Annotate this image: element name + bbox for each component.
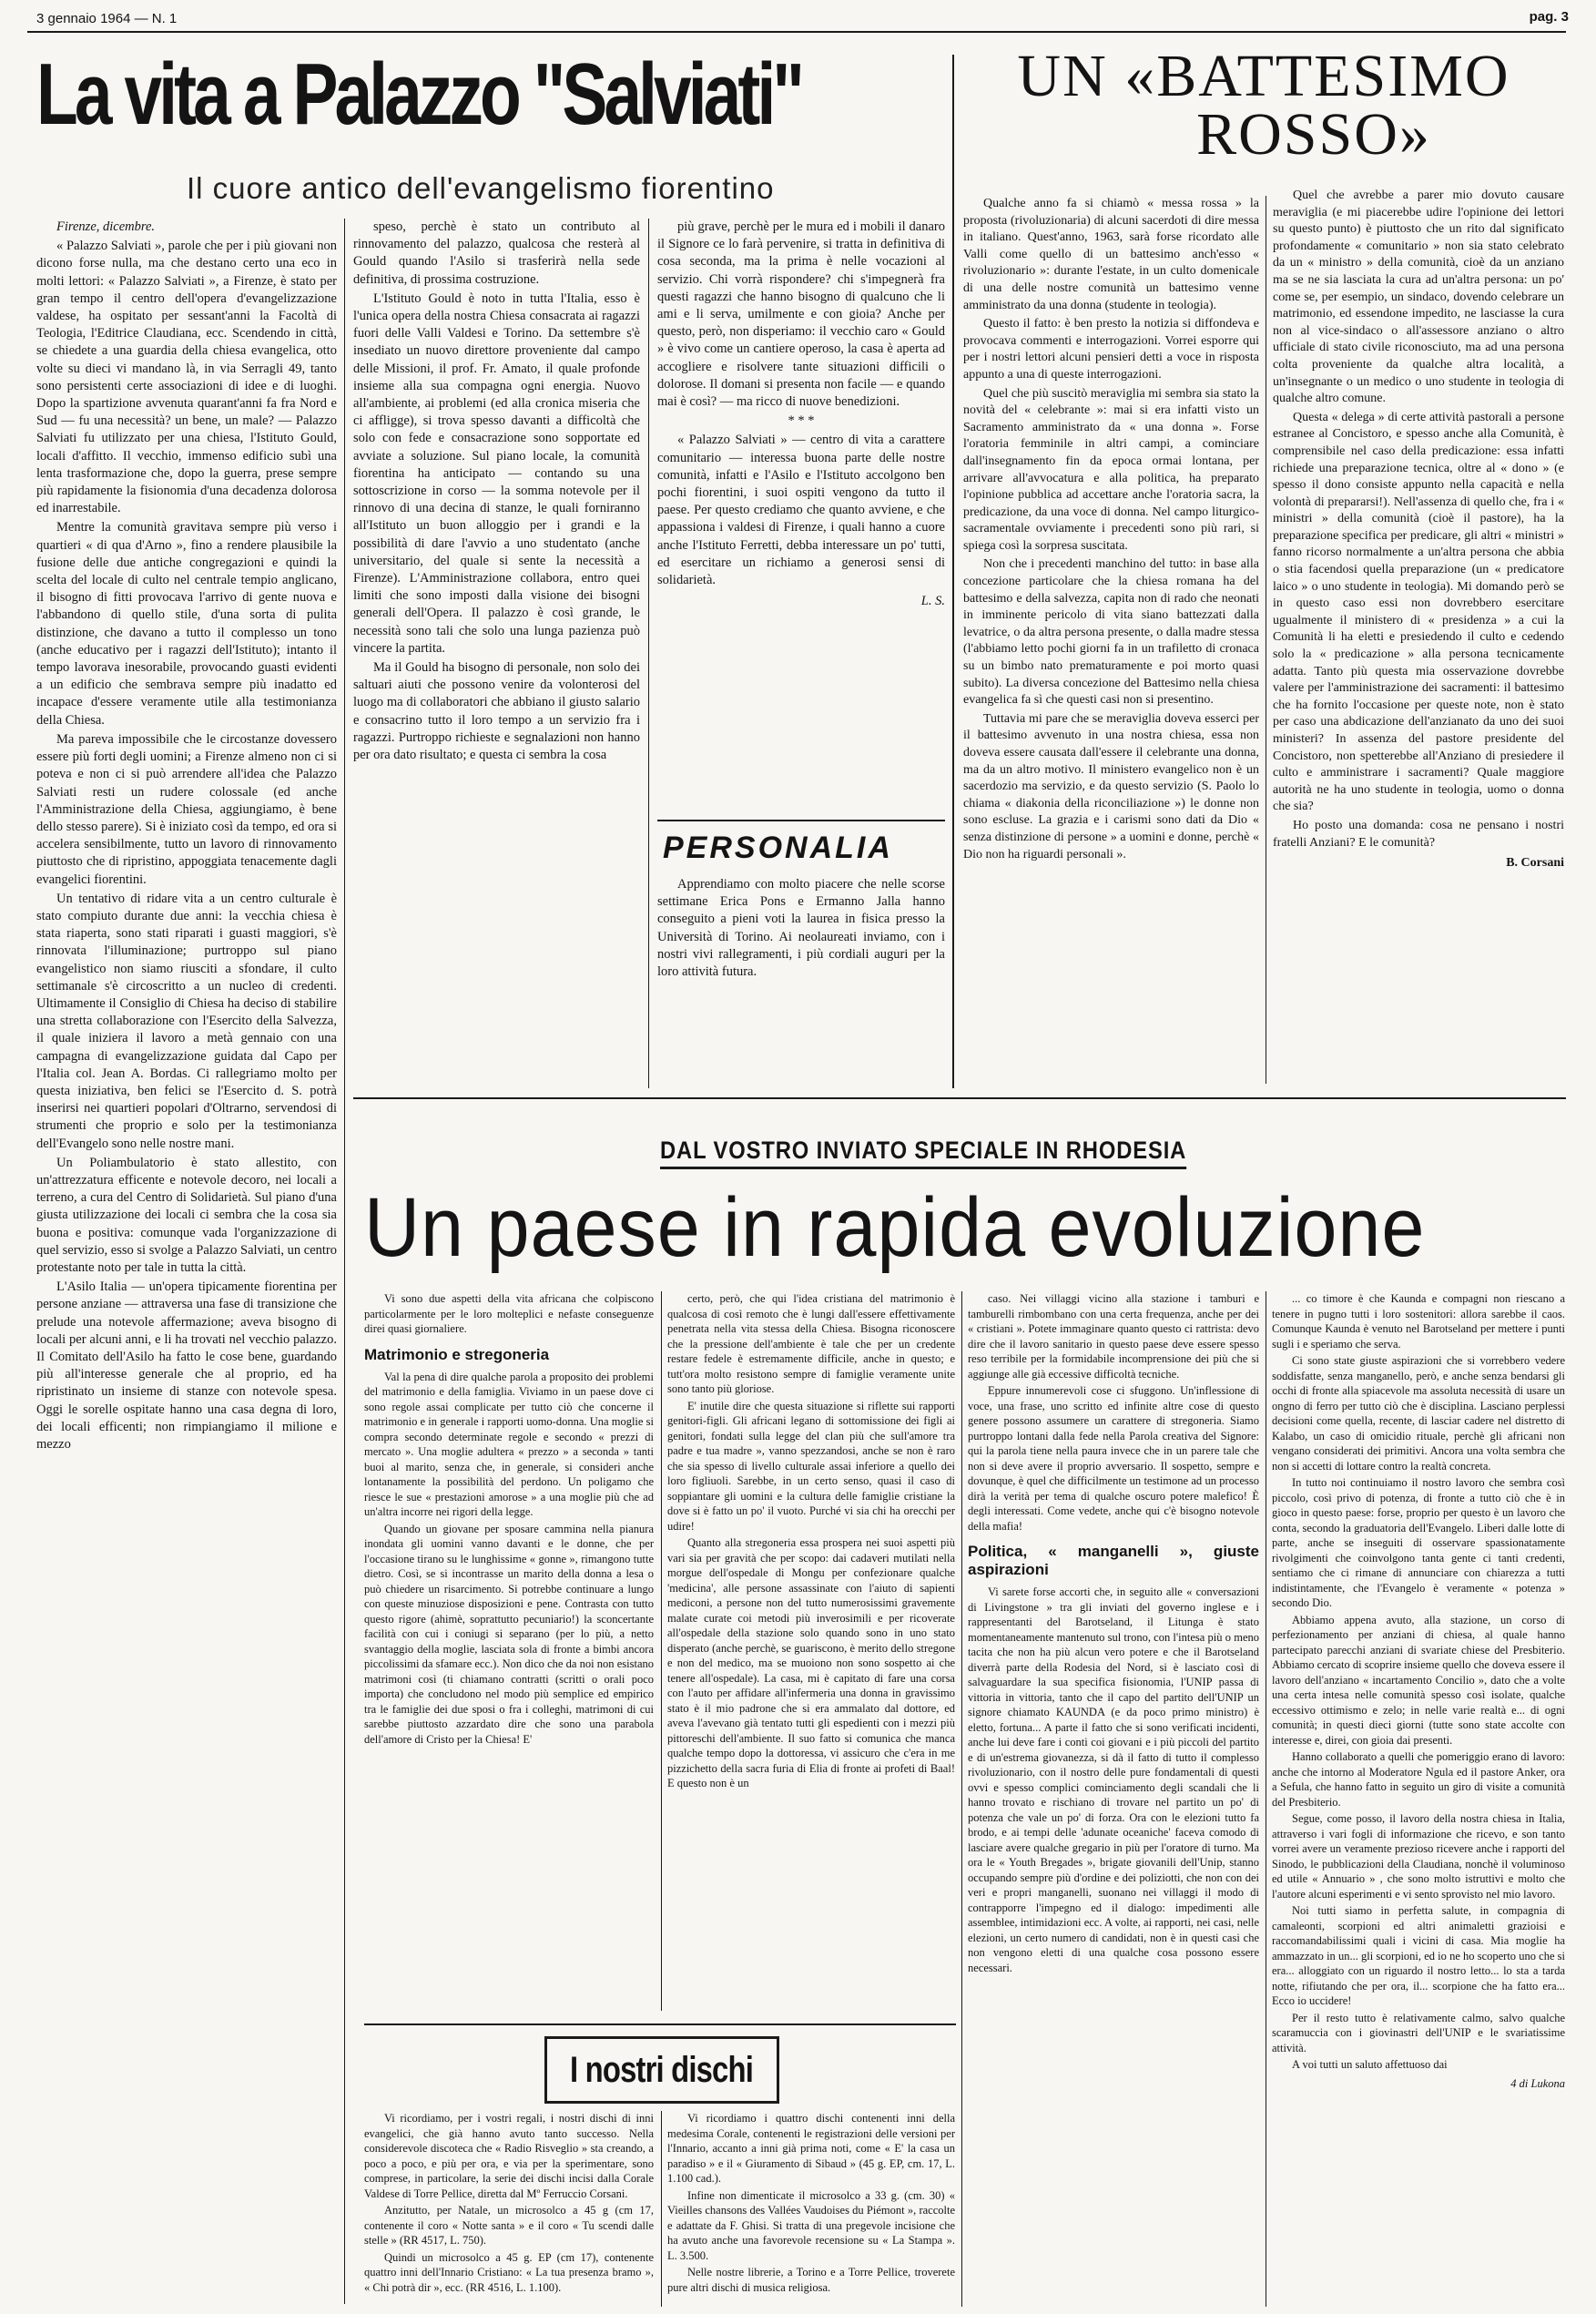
salviati-column-1	[36, 219, 337, 2309]
subheading-matrimonio: Matrimonio e stregoneria	[364, 1345, 550, 1363]
battesimo-title-line2: ROSSO»	[1196, 101, 1431, 168]
issue-date: 3 gennaio 1964 — N. 1	[36, 11, 178, 26]
paragraph: L'Asilo Italia — un'opera tipicamente fiorentina per persone anziane — attraversa una fase di transizione che prelude una notevole affermazione; aveva bisogno di locali per alcuni anni, e li ha trovati nel vecchio palazzo. Il Comitato dell'Asilo ha fatto le cose bene, guardando più all'interesse generale che al proprio, ed ha ripristinato un insieme di stanze con notevole spesa. Oggi le sorelle ospitate hanno una casa degna di loro, dei locali efficenti; non rimpiangiamo il milione e mezzo	[36, 1279, 337, 1453]
paragraph: « Palazzo Salviati », parole che per i più giovani non dicono forse nulla, ma che destano certo una eco in molti lettori: « Palazzo Salviati », a Firenze, è stato per gran tempo il centro dell'opera d'evangelizzazione valdese, ha ospitato per sessant'anni la Facoltà di Teologia, l'Editrice Claudiana, ecc. Scendendo in città, se chiedete a una guardia della chiesa evangelica, otto volte su dieci vi mandano là, in via Serragli 49, tanto sono persistenti certe associazioni di idee e di luoghi. Dopo la spartizione avvenuta quarant'anni fa fra Nord e Sud — fu una necessità? un bene, un male? — Palazzo Salviati fu utilizzato per una chiesa, l'Istituto Gould, locali d'affitto. Il vecchio, immenso edificio subì una lenta trasformazione che, dopo la guerra, prese sempre più rapidamente la fisionomia d'una decadenza dolorosa ed inarrestabile.	[36, 239, 337, 516]
paragraph: più grave, perchè per le mura ed i mobili il danaro il Signore ce lo farà pervenire, si tratta in definitiva di cosa seconda, ma la prima è nelle vocazioni al servizio. Chi vorrà rispondere? chi s'impegnerà fra questi ragazzi che hanno bisogno di qualcuno che li ami e li serva, umilmente e con gioia? Anche per questo, però, non disperiamo: il vecchio caro « Gould » è vivo come un cantiere operoso, la casa è aperta ad accogliere e risolvere tante situazioni difficili o dolorose. Il domani si presenta non facile — e quando mai è così? — ma ricco di nuove benedizioni.	[657, 219, 945, 410]
battesimo-column-2	[1273, 188, 1564, 1089]
paragraph: Quanto alla stregoneria essa prospera nei suoi aspetti più vari sia per gravità che per scopo: dai cadaveri mutilati nella morgue dell'ospedale di Mongu per confezionare qualche 'medicina', alle persone assassinate con l'aiuto di sapienti mediconi, a persone non del tutto numerosissimi gravemente malate curate coi metodi più inverosimili e per ricoverate all'ospedale della stazione solo quando sono in uno stato disperato (anche perchè, se guariscono, è merito dello stregone e non del medico, ma se muoiono non sono sospetto ai che tenere all'ospedale). La casa, mi è capitato di fare una corsa con l'auto per affidare all'infermeria una donna in gravissimo stato è il mio padrone che si era ammalato dal dottore, ed aveva l'avevano già tentato tutti gli espedienti con i mezzi più pittoreschi dell'ambiente. Il suo fatto si comunica che manca qualche tempo dopo la dottoressa, vi assicuro che c'era in me pizzichetto della sacra furia di Elia di fronte ai profeti di Baal! E questo non è un	[667, 1536, 955, 1789]
column-rule	[961, 1291, 962, 2307]
rhodesia-column-2	[667, 1291, 955, 2020]
paragraph: Tuttavia mi pare che se meraviglia doveva esserci per il battesimo avvenuto in una nostra chiesa, essa non doveva essere causata dall'essere il celebrante una donna, ma da un altro motivo. Il ministero evangelico non è un sacerdozio ma servizio, e da questo servizio (S. Paolo lo chiama « diakonia della riconciliazione ») le donne non sono escluse. La grazia e i carismi sono dati da Dio « senza distinzione di persone » a uomini e donne, perchè « Dio non ha riguardi personali ».	[963, 711, 1259, 861]
section-rule	[353, 1097, 1566, 1099]
salviati-subtitle: Il cuore antico dell'evangelismo fiorentino	[187, 171, 775, 205]
paragraph: Quindi un microsolco a 45 g. EP (cm 17), contenente quattro inni dell'Innario Cristiano: « La tua presenza bramo », « Chi potrà dir », ecc. (RR 4516, L. 1.100).	[364, 2250, 654, 2294]
battesimo-column-1	[963, 196, 1259, 1088]
paragraph: Val la pena di dire qualche parola a proposito dei problemi del matrimonio e della famiglia. Viviamo in un paese dove ci sono regole assai complicate per tutto ciò che concerne il matrimonio e in generale i rapporti uomo-donna. Una moglie si compra secondo determinate regole e secondo « prezzi di mercato ». Una moglie adultera « prezzo » a seconda » tanti buoi al marito, senza che, in generale, si consideri anche lontanamente la possibilità del perdono. Un poligamo che riesce le sue « prestazioni amorose » a una moglie più che ad un'altra incorre nei rigori della legge.	[364, 1370, 654, 1518]
paragraph: Per il resto tutto è relativamente calmo, salvo qualche scaramuccia con i giovinastri dell'UNIP e le svariatissime attività.	[1272, 2011, 1565, 2054]
dischi-column-1	[364, 2111, 654, 2309]
battesimo-title	[963, 43, 1564, 168]
paragraph: Un tentativo di ridare vita a un centro culturale è stato compiuto durante due anni: la vecchia chiesa è stata riaperta, sono stati riparati i guasti maggiori, s'è rinnovata l'illuminazione; purtroppo sul piano evangelistico non siamo riusciti a sfondare, il culto settimanale s'è circoscritto a un nucleo di credenti. Ultimamente il Consiglio di Chiesa ha deciso di stabilire una stretta collaborazione con l'Esercito della Salvezza, il quale iniziera il lavoro a metà gennaio con una campagna di evangelizzazione guidata dal Capo per l'Italia col. Jean A. Bordas. Ci rallegriamo molto per questa iniziativa, ben felici se l'Esercito d. S. potrà inserirsi nei quartieri popolari d'Oltrarno, servendosi di strumenti che proprio e solo per la testimonianza dell'Evangelo sono nelle nostre mani.	[36, 891, 337, 1151]
paragraph: E' inutile dire che questa situazione si riflette sui rapporti genitori-figli. Gli africani legano di sottomissione dei figli ai genitori, fondati sulla legge del clan più che sull'amore tra padre e tua madre », vanno spezzandosi, anche se non è raro che sia spesso di livello culturale assai inferiore a quello dei loro figliuoli. Sarebbe, in un certo senso, quasi il caso di soppiantare gli uomini e la cultura delle famiglie cristiane la dove si è fatto un po' il vuoto. Purché vi sia chi ha orecchi per udire!	[667, 1399, 955, 1533]
paragraph: Abbiamo appena avuto, alla stazione, un corso di perfezionamento per anziani di chiesa, al quale hanno partecipato parecchi anziani di svariate chiese del Presbiterio. Abbiamo cercato di scoprire insieme quello che doveva essere il lavoro dell'anziano « incartamento Concilio », dato che a volte una certa intesa nelle comunità spesso così isolate, qualche eccessivo ottimismo e zelo; in nelle varie realtà e... di ogni comunità; in questi dieci giorni (tutte sono state accolte con interesse e, direi, con gioia dai presenti.	[1272, 1613, 1565, 1747]
salviati-title: La vita a Palazzo "Salviati"	[36, 46, 801, 143]
paragraph: A voi tutti un saluto affettuoso dai	[1292, 2058, 1448, 2071]
salviati-column-3	[657, 219, 945, 810]
paragraph: Un Poliambulatorio è stato allestito, con un'attrezzatura efficente e notevole decoro, nei locali a terreno, a cura del Centro di Solidarietà. Sul piano d'una giusta utilizzazione dei locali ci sembra che la cosa sia buona e positiva: comunque vada l'organizzazione di quel servizio, esso si svolge a Palazzo Salviati, un centro protestante noto per tale in tutta la città.	[36, 1155, 337, 1275]
dischi-title-box	[544, 2036, 779, 2104]
paragraph: In tutto noi continuiamo il nostro lavoro che sembra così piccolo, così privo di potenza, di fronte a tutto ciò che è in gioco in questo paese: forse, proprio per questo è un lavoro che conta, secondo la graduatoria dell'Evangelo. Liberi dalle lotte di parte, anche se inseguiti di osservare spassionatamente rivolgimenti che coinvolgono tanta gente ci tanti credenti, sentiamo che ci rimane di annunciare con chiarezza a tutti indistintamente, che l'Evangelo è veramente « potenza » secondo Dio.	[1272, 1476, 1565, 1609]
paragraph: Hanno collaborato a quelli che pomeriggio erano di lavoro: anche che intorno al Moderatore Ngula ed il pastore Anker, ora a Sefula, che hanno fatto in seguito un giro di visite a comunità del Presbiterio.	[1272, 1750, 1565, 1809]
paragraph: Ma pareva impossibile che le circostanze dovessero essere più forti degli uomini; a Firenze almeno non ci si poteva e non ci si può arrendere all'idea che Palazzo Salviati resti un rudere colossale (ed anche l'Amministrazione della Chiesa, aggiungiamo, è bene dello stesso parere). Si è iniziato così da tempo, ed ora si accelera sensibilmente, tutto un lavoro di rinnovamento piuttosto che di ripristino, appoggiata tenacemente dagli evangelici fiorentini.	[36, 731, 337, 887]
rhodesia-kicker: DAL VOSTRO INVIATO SPECIALE IN RHODESIA	[660, 1137, 1186, 1169]
header-rule	[27, 31, 1566, 33]
subheading-politica: Politica, « manganelli », giuste aspirazioni	[968, 1543, 1259, 1578]
paragraph: Firenze, dicembre.	[56, 219, 156, 234]
paragraph: Non che i precedenti manchino del tutto: in base alla concezione particolare che la chiesa romana ha del battesimo e della salvezza, capita non di rado che neonati in imminente pericolo di vita siano battezzati dalla levatrice, o da altra persona presente, o dalla madre stessa (l'abbiamo letto pochi giorni fa in un trafiletto di cronaca su un bimbo nato prematuramente e poi morto quasi subito). La diversa concezione del Battesimo nella chiesa evangelica fa sì che questi casi non si presentino.	[963, 557, 1259, 708]
rhodesia-column-3	[968, 1291, 1259, 2309]
paragraph: Quando un giovane per sposare cammina nella pianura inondata gli uomini vanno davanti e le donne, che per l'occasione tirano su le lunghissime « gonne », rimangono tutte dietro. Così, se si incontrasse un marito della donna a lesa o può chiedere un risarcimento. Si potrebbe continuare a lungo con queste minuziose disposizioni e pene. Contrasta con tutto questo rigore (ahimè, soprattutto pecuniario!) la sconcertante facilità con cui i coniugi si separano (per lo più, a netto svantaggio della moglie, lasciata sola di fronte a bimbi ancora piccolissimi da sfamare ecc.). Non dico che da noi non esistano matrimoni così (ti chiamano contratti (scritti o orali poco importa) che concludono nel modo più semplice ed empirico tra le famiglie dei due sposi o fra i colleghi, matrimoni di cui sarebbe piuttosto azzardato dire che sono una parabola dell'amore di Cristo per la Chiesa! E'	[364, 1522, 654, 1746]
paragraph: Segue, come posso, il lavoro della nostra chiesa in Italia, attraverso i vari fogli di informazione che ricevo, e son tanto vorrei avere un veramente prezioso ricevere anche i rapporti del Sinodo, le pubblicazioni della Claudiana, nonchè il voluminoso ed utile « Annuario » , che sono molto istruttivi e molto che l'autore alcuni esperimenti e vi sento sprovisto nel mio lavoro.	[1272, 1812, 1565, 1901]
battesimo-signature: B. Corsani	[1506, 856, 1564, 871]
paragraph: speso, perchè è stato un contributo al rinnovamento del palazzo, qualcosa che resterà al Gould quando l'Asilo si trasferirà nella sede definitiva, di prossima costruzione.	[353, 219, 640, 287]
column-rule	[952, 55, 954, 1088]
personalia-text-block	[657, 876, 945, 1076]
personalia-title: PERSONALIA	[663, 831, 893, 865]
paragraph: Vi ricordiamo i quattro dischi contenenti inni della medesima Corale, contenenti le registrazioni delle versioni per l'Innario, accanto a inni già prima noti, come « E' la casa un paradiso » e il « Giuramento di Sibaud » (45 g. EP, cm. 17, L. 1.100 cad.).	[667, 2112, 955, 2185]
dischi-column-2	[667, 2111, 955, 2309]
paragraph: Questa « delega » di certe attività pastorali a persone estranee al Concistoro, e spesso anche alla Comunità, è comprensibile nel caso della predicazione: essa infatti richiede una preparazione tecnica, oltre al « dono » (e spesso il dono consiste appunto nella capacità e nella volontà di prepararsi!). Nell'assenza di quello che, fra i « ministri » della comunità (cioè il pastore), ha la preparazione specifica per predicare, gli altri « ministri » fanno ricorso normalmente a un'altra persona che abbia o stia facendosi quella preparazione (un « predicatore laico » o uno studente in teologia). Mi domando però se in questo caso essi non dovrebbero esercitare ugualmente il ministero di « presidenza » a cui la Comunità li ha eletti e presiedendo il culto e cedendo solo la « predicazione » alla persona tecnicamente adatta. Tanto più questa mia osservazione dovrebbe valere per l'amministrazione dei sacramenti: il battesimo che ha fornito l'occasione per queste note, non è stato per caso una abdicazione dell'anzianato da uno dei suoi ministeri? In assenza del pastore presidente del Concistoro, non spetterebbe all'Anziano di presiedere il culto e amministrare i sacramenti? Quale maggiore autorità ne ha uno studente in teologia, uomo o donna che sia?	[1273, 410, 1564, 814]
rhodesia-signature: 4 di Lukona	[1510, 2076, 1565, 2090]
paragraph: Ma il Gould ha bisogno di personale, non solo dei saltuari aiuti che possono venire da volonterosi del luogo ma di collaboratori che abbiano il giusto salario e consacrino tutto il loro tempo a un servizio fra i ragazzi. Purtroppo richieste e segnalazioni non hanno per ora dato risultato; e questa ci sembra la cosa	[353, 660, 640, 763]
paragraph: Vi sono due aspetti della vita africana che colpiscono particolarmente per le loro molteplici e nefaste conseguenze direi quasi giornaliere.	[364, 1292, 654, 1335]
dischi-title: I nostri dischi	[570, 2049, 754, 2090]
battesimo-title-line1: UN «BATTESIMO	[1017, 43, 1510, 109]
paragraph: certo, però, che qui l'idea cristiana del matrimonio è qualcosa di così remoto che è lungi dall'essere effettivamente penetrata nella vita stessa della Chiesa. Bisogna riconoscere che la pressione dell'ambiente è tale che per un credente restare fedele è estremamente difficile, anche in questo; e tutt'ora molto resistono sempre di famiglie veramente unite sono tanto più gloriose.	[667, 1292, 955, 1395]
column-rule	[344, 219, 345, 2304]
paragraph: Quel che più suscitò meraviglia mi sembra sia stato la novità del « celebrante »: mai si era infatti visto un Sacramento amministrato da « una donna ». Forse l'oratoria femminile in altri campi, a cominciare dall'insegnamento fin da epoca ormai lontana, per arrivare all'avvocatura e alla politica, ha preparato l'opinione pubblica ad accettare anche l'oratoria sacra, la predicazione, da una voce di donna. Nel campo liturgico-sacramentale ovviamente i precedenti sono più rari, si spiega così la sorpresa suscitata.	[963, 386, 1259, 553]
paragraph: Ci sono state giuste aspirazioni che si vorrebbero vedere soddisfatte, senza manganello, però, e anche senza bendarsi gli occhi di fronte alla spiacevole ma assoluta necessità di usare un ongno di ferro per tutto ciò che è disciplina. Lasciano perplessi decisioni come quella, recente, di lasciar cadere nel distretto di Kalabo, un caso di omicidio rituale, perchè gli africani non vengano considerati dei primitivi. Ancora una volta sembra che non si accetti di lottare contro la realtà concreta.	[1272, 1354, 1565, 1473]
paragraph: Quel che avrebbe a parer mio dovuto causare meraviglia (e mi piacerebbe udire l'opinione dei lettori su questo punto) è piuttosto che un rito dal significato profondamente « comunitario » non sia stato celebrato da un « ministro » della comunità, cioè da un anziano ma se ne sia lasciata la cura ad un'altra persona: un po' come se, per esempio, un sindaco, dovendo celebrare un matrimonio, ed essendone impedito, ne lasciasse la cura non al vice-sindaco o all'assessore anziano o altro ufficiale di stato civile riconosciuto, ma ad una persona colta proveniente da qualche altra località, a un'insegnante o un medico o uno studente in teologia di qualche altro comune.	[1273, 189, 1564, 406]
paragraph: Mentre la comunità gravitava sempre più verso i quartieri « di qua d'Arno », fino a rendere plausibile la fusione delle due antiche congregazioni e quindi la scelta del locale di culto nel centrale tempio anglicano, il bisogno di fitti provocava l'arrivo di gente nuova e l'abbandono di quello stile, d'una sorta di pulita distinzione, che davano a tutto il complesso un tono (anche educativo per i ragazzi dell'Istituto); intanto il tempo lavorava inesorabile, provocando guasti evidenti a un edificio che sembrava sempre più inadatto ed incapace d'essere veramente utile alla testimonianza della Chiesa.	[36, 520, 337, 728]
rhodesia-title: Un paese in rapida evoluzione	[364, 1181, 1426, 1274]
paragraph: ... co timore è che Kaunda e compagni non riescano a tenere in pugno tutti i loro sostenitori: allora sarebbe il caos. Comunque Kaunda è venuto nel Barotseland per mettere i punti sugli i e speriamo che serva.	[1272, 1292, 1565, 1351]
salviati-signature: L. S.	[920, 594, 945, 609]
paragraph: L'Istituto Gould è noto in tutta l'Italia, esso è l'unica opera della nostra Chiesa consacrata ai ragazzi fuori delle Valli Valdesi e Torino. Da settembre s'è insediato un nuovo direttore proveniente dal campo delle Missioni, il prof. Fr. Amato, il quale profonde insieme alla sua compagna ogni energia. Nuovo all'ambiente, ai problemi (ed alla cronica miseria che ci affligge), si trova spesso davanti a difficoltà che solo con fede e consacrazione sono sopportate ed avviate a soluzione. Sul piano locale, la comunità fiorentina ha anticipato — contando su una sottoscrizione in corso — la somma notevole per il rinnovo di una decina di stanze, le quali forniranno all'Istituto un buon alloggio per i grandi e la possibilità di dare l'avvio a uno studentato (anche universitario, del quale si sente la necessità a Firenze). L'Amministrazione collabora, entro quei limiti che sono imposti dalla visione dei bisogni generali dell'Opera. Il palazzo è così grande, le necessità sono tali che solo una lunga pazienza può vincere la partita.	[353, 291, 640, 656]
rhodesia-column-4	[1272, 1291, 1565, 2309]
personalia-rule	[657, 820, 945, 821]
separator-stars: * * *	[788, 413, 815, 429]
paragraph: Infine non dimenticate il microsolco a 33 g. (cm. 30) « Vieilles chansons des Vallées Vaudoises du Piémont », raccolte e adattate da F. Ghisi. Si tratta di una pregevole incisione che ha avuto anche una favorevole recensione su « La Stampa ». L. 3.500.	[667, 2188, 955, 2262]
paragraph: Vi ricordiamo, per i vostri regali, i nostri dischi di inni evangelici, che già hanno avuto tanto successo. Nella considerevole discoteca che « Radio Risveglio » sta creando, a poco a poco, e più per ora, e via per la sperimentare, sono comprese, in particolare, la serie dei dischi incisi dalla Corale Valdese di Torre Pellice, diretta dal Mº Ferruccio Corsani.	[364, 2112, 654, 2200]
paragraph: Anzitutto, per Natale, un microsolco a 45 g (cm 17, contenente il coro « Notte santa » e il coro « Tu scendi dalle stelle » (RR 4517, L. 750).	[364, 2204, 654, 2247]
paragraph: Nelle nostre librerie, a Torino e a Torre Pellice, troverete pure altri dischi di musica religiosa.	[667, 2266, 955, 2294]
dischi-rule	[364, 2023, 956, 2025]
paragraph: Ho posto una domanda: cosa ne pensano i nostri fratelli Anziani? E le comunità?	[1273, 818, 1564, 850]
paragraph: Noi tutti siamo in perfetta salute, in compagnia di camaleonti, scorpioni ed altri animaletti grazioisi e raccomandabilissimi quali i vicini di casa. Mia moglie ha ammazzato in un... gli scorpioni, ed io ne ho scoperto uno che si era... alloggiato con un riguardo il nostro letto... lo sta a tarda notte, rifiutando che per ora, il... scorpione che ha fatto era... Ecco io uccidere!	[1272, 1904, 1565, 2007]
column-rule	[661, 1291, 662, 2011]
paragraph: Vi sarete forse accorti che, in seguito alle « conversazioni di Livingstone » tra gli inviati del governo inglese e i rappresentanti del Barotseland, il Litunga è stato momentaneamente mantenuto sul trono, con l'intesa più o meno tacita che non ha più alcun vero potere e che il Barotseland diverrà parte della Rodesia del Nord, si è lasciato così di salvaguardare la sua specifica fisionomia, l'UNIP passa di vittoria in vittoria, tanto che il capo del partito dell'UNIP un signore chiamato KAUNDA (e da poco primo ministro) è eletto, fortuna... A parte il fatto che si sono verificati incidenti, anche lui deve fare i conti coi giovani e i più piccoli del partito e di un'estrema giovanezza, si dà il fatto di tutto il complesso rivoluzionario, con il nostro delle pure fondamentali di questi ovvi e spesso complici cominciamento degli scandali che li hanno trovato e rischiano di trovare nel partito un po' di potenza che vale un po' di forza. Ora con le elezioni tutto fa brodo, e ai tempi delle 'adunate oceaniche' faceva comodo di lasciare avere qualche gregario in più per l'oratore di turno. Ma ora le « Youth Bregades », brigate giovanili dell'Unip, stanno occupando sempre più d'ordine e dei poliziotti, che non con dei veri e propri manganelli, suonano nei villaggi il modo di contrapporre l'impegno ed il dialogo: impedimenti alle assemblee, intimidazioni ecc. A volte, ai rapporti, nei casi, nelle elezioni, un certo numero di candidati, non è in questi casi che non vengono eletti di una qualche cosa possono essere necessari.	[968, 1585, 1259, 1974]
column-rule	[661, 2111, 662, 2307]
personalia-text: Apprendiamo con molto piacere che nelle scorse settimane Erica Pons e Ermanno Jalla hanno conseguito a pieni voti la laurea in fisica presso la Università di Torino. Ai neolaureati inviamo, con i nostri vivi rallegramenti, i più cordiali auguri per la loro attività futura.	[657, 877, 945, 980]
rhodesia-column-1	[364, 1291, 654, 2020]
paragraph: Qualche anno fa si chiamò « messa rossa » la proposta (rivoluzionaria) di alcuni sacerdoti di dire messa in italiano. Quest'anno, 1963, sarà forse ricordato alle Valli come quello di un battesimo anch'esso « rivoluzionario »: durante l'estate, in un culto domenicale di una delle nostre comunità un battesimo venne amministrato da una donna (studente in teologia).	[963, 197, 1259, 312]
salviati-column-2	[353, 219, 640, 1093]
paragraph: Questo il fatto: è ben presto la notizia si diffondeva e provocava commenti e interrogazioni. Vorrei esporre qui per i nostri lettori alcuni pensieri detti a voce in risposta appunto a una di queste interrogazioni.	[963, 317, 1259, 382]
page-number: pag. 3	[1529, 9, 1569, 25]
column-rule	[648, 219, 649, 1088]
paragraph: caso. Nei villaggi vicino alla stazione i tamburi e tamburelli rimbombano con una certa frequenza, anche per dei « cristiani ». Potete immaginare quanto questo ci rattrista: devo dire che il lavoro sanitario in questo paese deve essere spesso reso terribile per la formidabile incomprensione dei più che si aggiunge alle già eccessive difficoltà tecniche.	[968, 1292, 1259, 1381]
paragraph: « Palazzo Salviati » — centro di vita a carattere comunitario — interessa buona parte delle nostre comunità, infatti e l'Asilo e l'Istituto accolgono ben pochi fiorentini, i suoi ospiti vengono da tutto il paese. Per questo crediamo che quanto avviene, e che appassiona i valdesi di Firenze, i quali hanno a cuore anche l'Istituto Ferretti, debba interessare un po' tutti, ed esercitare un richiamo a generosi sensi di solidarietà.	[657, 433, 945, 588]
paragraph: Eppure innumerevoli cose ci sfuggono. Un'inflessione di voce, una frase, uno scritto ed infinite altre cose di questo genere possono assumere un carattere di stregoneria. Siamo purtroppo lontani dalla fede nella Parola creativa del Signore: qui la parola tiene nella paura invece che in un parere tale che non si deve avere il proprio avversario. Il sospetto, sempre e dovunque, è quel che difficilmente un testimone ad un processo dirà la verità per tema di qualche oscuro potere malefico! È degli interessati. Come vedete, anche qui c'è bisogno notevole della mafia!	[968, 1384, 1259, 1533]
